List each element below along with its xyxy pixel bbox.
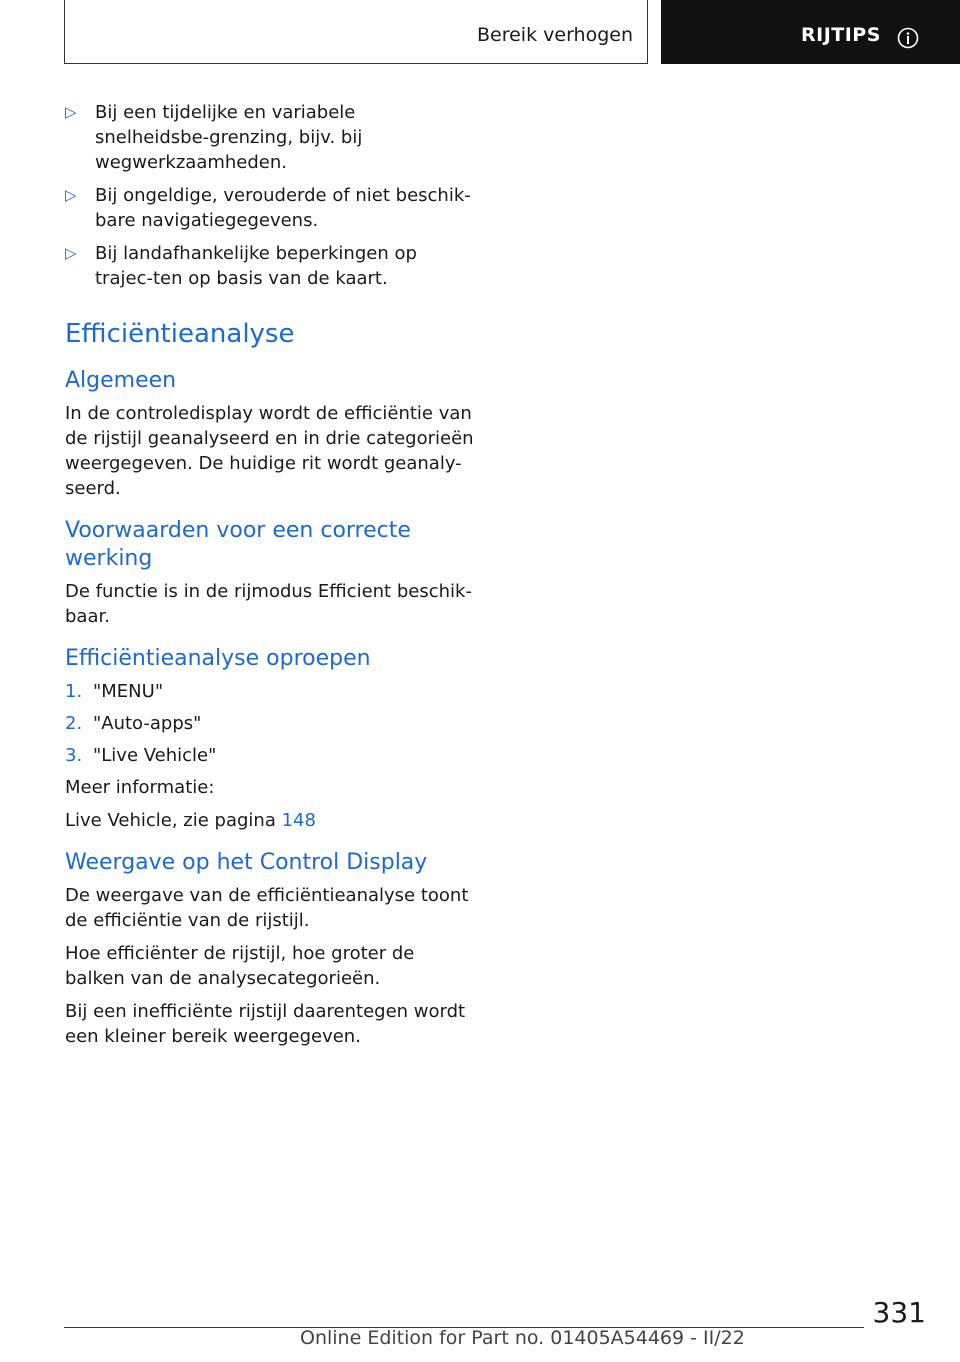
header-section-box: [64, 0, 648, 64]
bullet-text: Bij landafhankelijke beperkingen op trajec-ten op basis van de kaart.: [95, 243, 417, 289]
step-text: "Auto-apps": [93, 713, 202, 734]
display-text: Bij een inefficiënte rijstijl daarentegen wordt een kleiner bereik weergegeven.: [65, 1001, 466, 1047]
step-item: [65, 679, 475, 704]
bullet-text: Bij ongeldige, verouderde of niet beschik-bare navigatiegegevens.: [95, 185, 471, 231]
step-item: [65, 743, 475, 768]
page-title: Efficiëntieanalyse: [65, 319, 295, 349]
step-number: 1.: [65, 681, 83, 702]
bullet-marker: ▷: [65, 103, 77, 121]
page-number: 331: [872, 1296, 926, 1329]
list-item: [65, 100, 475, 175]
reference-line: [65, 808, 475, 833]
main-content: [65, 100, 475, 1057]
step-number: 2.: [65, 713, 83, 734]
heading-open: Efficiëntieanalyse oproepen: [65, 646, 371, 671]
chapter-title: RIJTIPS: [801, 24, 881, 46]
display-text: Hoe efficiënter de rijstijl, hoe groter de balken van de analysecategorieën.: [65, 943, 415, 989]
general-text: In de controledisplay wordt de efficiëntie van de rijstijl geanalyseerd en in drie categorieën weergegeven. De huidige rit wordt geanaly-seerd.: [65, 403, 474, 499]
step-item: [65, 711, 475, 736]
footer-edition: Online Edition for Part no. 01405A54469 - II/22: [300, 1327, 745, 1349]
prerequisites-text: De functie is in de rijmodus Efficient beschik-baar.: [65, 581, 472, 627]
list-item: [65, 241, 475, 291]
heading-general: Algemeen: [65, 368, 177, 393]
bullet-text: Bij een tijdelijke en variabele snelheidsbe-grenzing, bijv. bij wegwerkzaamheden.: [95, 102, 363, 173]
page-link[interactable]: 148: [281, 810, 316, 831]
display-text: De weergave van de efficiëntieanalyse toont de efficiëntie van de rijstijl.: [65, 885, 469, 931]
reference-text: Live Vehicle, zie pagina: [65, 810, 282, 831]
section-title: Bereik verhogen: [477, 24, 633, 46]
bullet-marker: ▷: [65, 244, 77, 262]
bullet-marker: ▷: [65, 186, 77, 204]
heading-display: Weergave op het Control Display: [65, 850, 428, 875]
heading-prerequisites: Voorwaarden voor een correcte werking: [65, 518, 411, 571]
step-text: "Live Vehicle": [93, 745, 217, 766]
info-circle-icon: [897, 27, 919, 49]
list-item: [65, 183, 475, 233]
header-chapter-box: [661, 0, 960, 64]
step-text: "MENU": [93, 681, 164, 702]
more-info-label: Meer informatie:: [65, 777, 215, 798]
step-number: 3.: [65, 745, 83, 766]
